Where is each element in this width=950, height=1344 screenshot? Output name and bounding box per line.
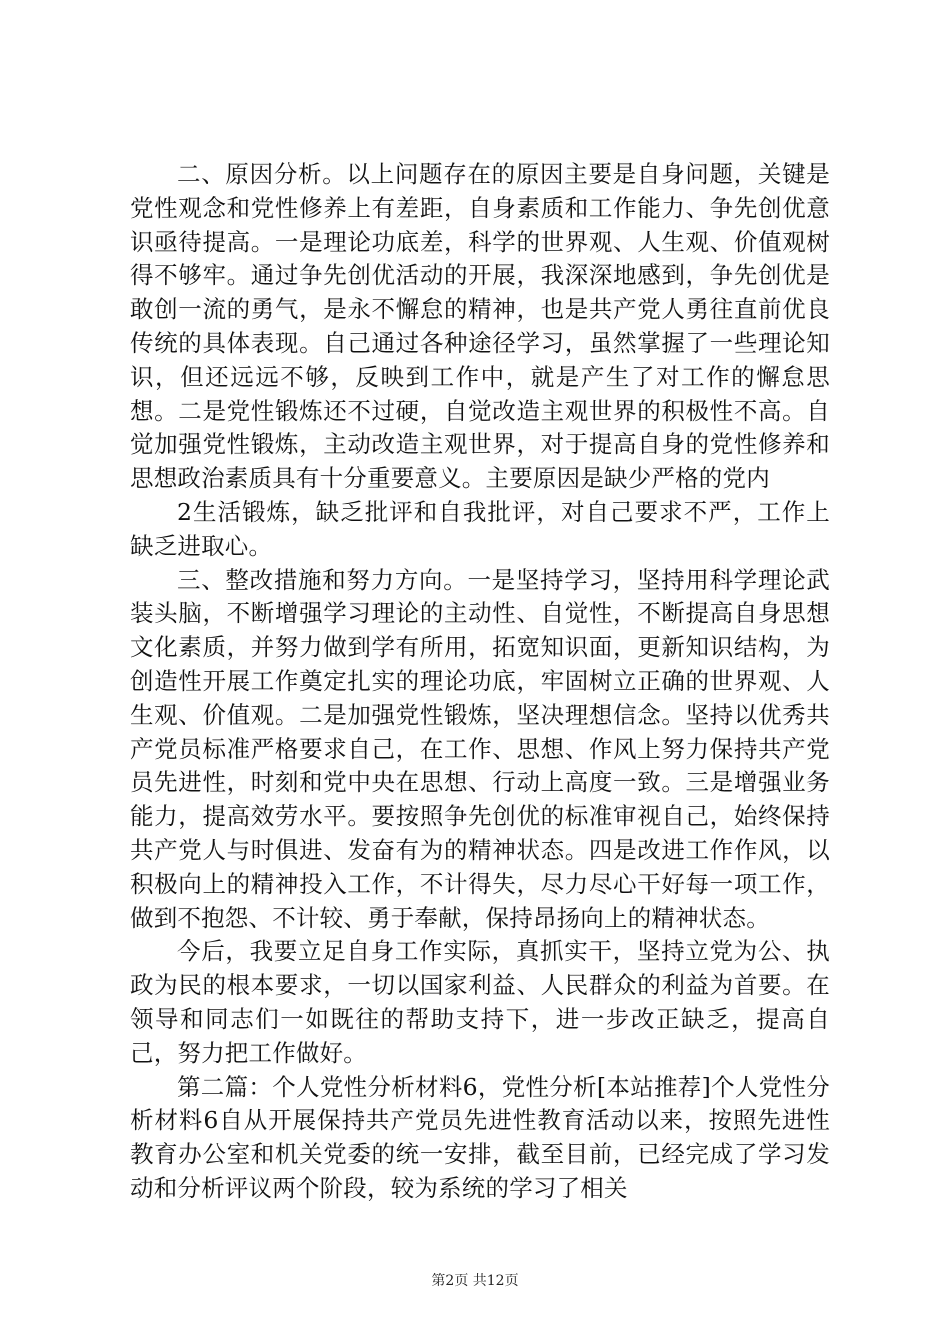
- paragraph-cause-analysis: 二、原因分析。以上问题存在的原因主要是自身问题，关键是党性观念和党性修养上有差距，自身素质和工作能力、争先创优意识亟待提高。一是理论功底差，科学的世界观、人生观、价值观树得不够牢。通过争先创优活动的开展，我深深地感到，争先创优是敢创一流的勇气，是永不懈怠的精神，也是共产党人勇往直前优良传统的具体表现。自己通过各种途径学习，虽然掌握了一些理论知识，但还远远不够，反映到工作中，就是产生了对工作的懈怠思想。二是党性锻炼还不过硬，自觉改造主观世界的积极性不高。自觉加强党性锻炼，主动改造主观世界，对于提高自身的党性修养和思想政治素质具有十分重要意义。主要原因是缺少严格的党内: [130, 160, 830, 493]
- paragraph-second-article: 第二篇：个人党性分析材料6，党性分析[本站推荐]个人党性分析材料6自从开展保持共产党员先进性教育活动以来，按照先进性教育办公室和机关党委的统一安排，截至目前，已经完成了学习发动和分析评议两个阶段，较为系统的学习了相关: [130, 1072, 830, 1202]
- page-footer: [0, 1270, 950, 1290]
- paragraph-future-commitment: 今后，我要立足自身工作实际，真抓实干，坚持立党为公、执政为民的根本要求，一切以国家利益、人民群众的利益为首要。在领导和同志们一如既往的帮助支持下，进一步改正缺乏，提高自己，努力把工作做好。: [130, 937, 830, 1067]
- page-number-label: 第2页 共12页: [431, 1273, 519, 1289]
- paragraph-rectification-measures: 三、整改措施和努力方向。一是坚持学习，坚持用科学理论武装头脑，不断增强学习理论的主动性、自觉性，不断提高自身思想文化素质，并努力做到学有所用，拓宽知识面，更新知识结构，为创造性开展工作奠定扎实的理论功底，牢固树立正确的世界观、人生观、价值观。二是加强党性锻炼，坚决理想信念。坚持以优秀共产党员标准严格要求自己，在工作、思想、作风上努力保持共产党员先进性，时刻和党中央在思想、行动上高度一致。三是增强业务能力，提高效劳水平。要按照争先创优的标准审视自己，始终保持共产党人与时俱进、发奋有为的精神状态。四是改进工作作风，以积极向上的精神投入工作，不计得失，尽力尽心干好每一项工作，做到不抱怨、不计较、勇于奉献，保持昂扬向上的精神状态。: [130, 565, 830, 932]
- document-body: [130, 158, 830, 1206]
- paragraph-continuation: 2生活锻炼，缺乏批评和自我批评，对自己要求不严，工作上缺乏进取心。: [130, 497, 830, 560]
